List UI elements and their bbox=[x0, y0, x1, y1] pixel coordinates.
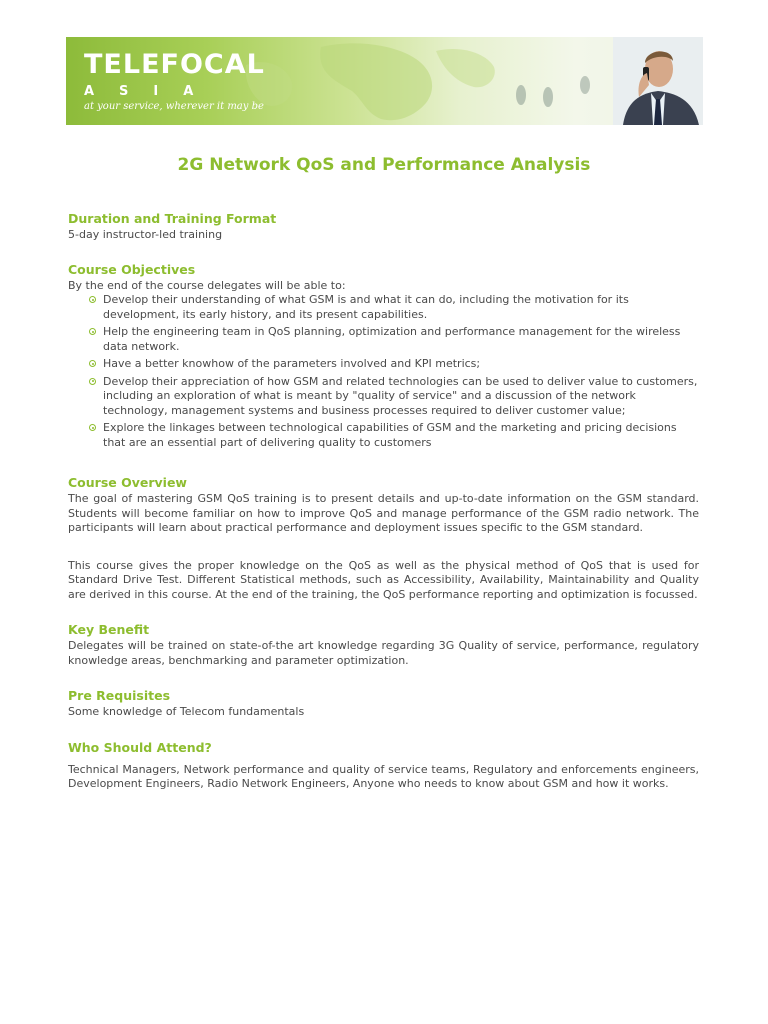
section-attend bbox=[68, 739, 699, 792]
logo-tagline: at your service, wherever it may be bbox=[84, 101, 264, 112]
duration-text: 5-day instructor-led training bbox=[68, 228, 223, 241]
section-overview bbox=[68, 474, 699, 602]
section-benefit bbox=[68, 621, 699, 668]
objective-item: Develop their understanding of what GSM is and what it can do, including the motivation for its development, its early history, and its present capabilities. bbox=[89, 293, 699, 322]
bullet-icon bbox=[89, 360, 96, 367]
prerequisites-heading: Pre Requisites bbox=[68, 688, 171, 703]
attend-heading: Who Should Attend? bbox=[68, 739, 212, 755]
businessman-photo bbox=[613, 37, 703, 125]
section-prerequisites bbox=[68, 687, 699, 720]
logo-wordmark: TELEFOCAL bbox=[84, 49, 265, 80]
section-objectives bbox=[68, 261, 699, 451]
objective-item: Help the engineering team in QoS planning, optimization and performance management for the wireless data network. bbox=[89, 325, 699, 354]
objective-item: Have a better knowhow of the parameters involved and KPI metrics; bbox=[89, 357, 699, 372]
logo-subtitle: ASIA bbox=[84, 84, 219, 99]
objectives-intro: By the end of the course delegates will be able to: bbox=[68, 278, 346, 292]
overview-heading: Course Overview bbox=[68, 475, 187, 490]
course-content bbox=[68, 210, 699, 811]
attend-text: Technical Managers, Network performance and quality of service teams, Regulatory and enforcements engineers, Development Engineers, Radio Network Engineers, Anyone who needs to know about GSM and how it works. bbox=[68, 762, 699, 790]
overview-paragraph-2: This course gives the proper knowledge on the QoS as well as the physical method of QoS that is used for Standard Drive Test. Different Statistical methods, such as Accessibility, Availability, Maintainability and Quality are derived in this course. At the end of the training, the QoS performance reporting and optimization is focussed. bbox=[68, 558, 699, 601]
bullet-icon bbox=[89, 424, 96, 431]
objectives-heading: Course Objectives bbox=[68, 261, 196, 277]
benefit-heading: Key Benefit bbox=[68, 622, 150, 637]
prerequisites-text: Some knowledge of Telecom fundamentals bbox=[68, 705, 305, 718]
objective-item: Develop their appreciation of how GSM and related technologies can be used to deliver value to customers, including an exploration of what is meant by "quality of service" and a discussion of the network technology, management systems and business processes required to deliver customer value; bbox=[89, 375, 699, 419]
bullet-icon bbox=[89, 296, 96, 303]
overview-paragraph-1: The goal of mastering GSM QoS training is to present details and up-to-date information on the GSM standard. Students will become familiar on how to improve QoS and manage performance of the GSM radio network. The participants will learn about practical performance and deployment issues specific to the GSM standard. bbox=[68, 492, 699, 534]
page-title: 2G Network QoS and Performance Analysis bbox=[177, 155, 591, 175]
section-duration bbox=[68, 210, 699, 243]
duration-heading: Duration and Training Format bbox=[68, 211, 277, 226]
header-banner bbox=[66, 37, 703, 125]
bullet-icon bbox=[89, 328, 96, 335]
objective-item: Explore the linkages between technological capabilities of GSM and the marketing and pricing decisions that are an essential part of delivering quality to customers bbox=[89, 421, 699, 450]
bullet-icon bbox=[89, 378, 96, 385]
benefit-text: Delegates will be trained on state-of-the art knowledge regarding 3G Quality of service, performance, regulatory knowledge areas, benchmarking and parameter optimization. bbox=[68, 639, 699, 667]
objectives-list bbox=[68, 293, 699, 450]
